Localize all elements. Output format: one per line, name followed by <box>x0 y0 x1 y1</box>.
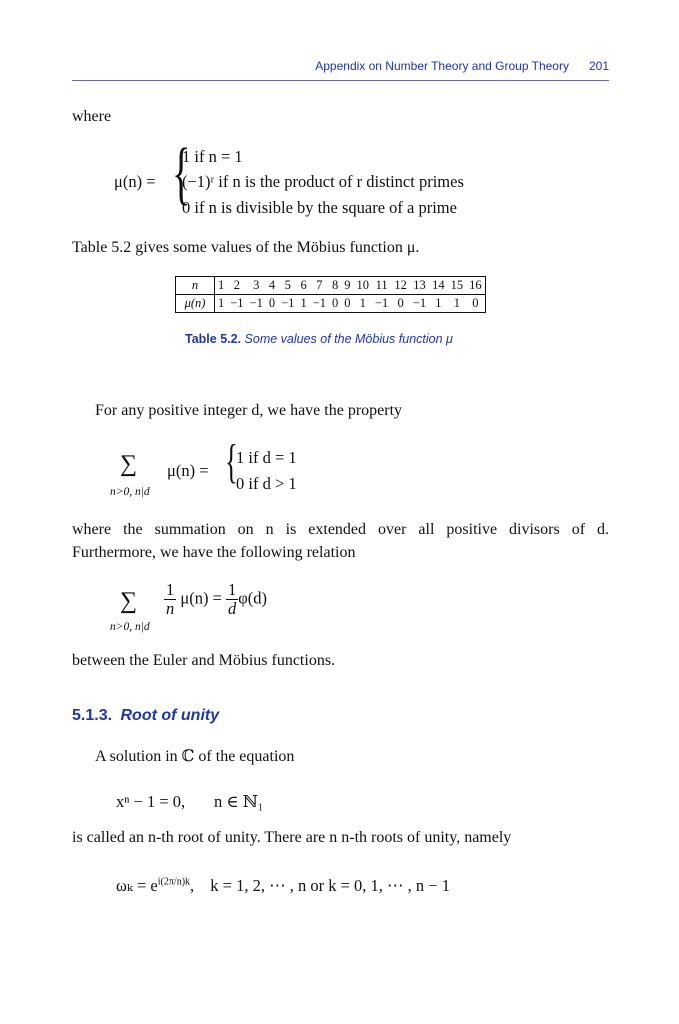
table-row <box>176 295 486 313</box>
table-row <box>176 277 486 295</box>
roots-lhs: ωₖ = e <box>116 876 158 895</box>
table-cell: 0 <box>391 295 410 313</box>
table-cell: 1 <box>448 295 467 313</box>
table-cell: 11 <box>372 277 391 295</box>
mobius-case-2: (−1)ʳ if n is the product of r distinct primes <box>182 172 464 191</box>
paragraph-between: between the Euler and Möbius functions. <box>72 652 336 669</box>
section-number: 5.1.3. <box>72 707 113 724</box>
paragraph-solution: A solution in ℂ of the equation <box>95 748 295 765</box>
table-cell: 0 <box>341 295 353 313</box>
table-cell-mu-label: μ(n) <box>176 295 215 313</box>
mobius-case-1: 1 if n = 1 <box>182 147 243 166</box>
table-cell: 5 <box>278 277 297 295</box>
mobius-table <box>175 276 486 313</box>
table-cell: 3 <box>247 277 266 295</box>
fraction-denominator: n <box>166 599 175 618</box>
table-cell: −1 <box>410 295 429 313</box>
roots-rhs: k = 1, 2, ⋯ , n or k = 0, 1, ⋯ , n − 1 <box>210 876 450 895</box>
table-cell: 15 <box>448 277 467 295</box>
fraction-numerator: 1 <box>166 580 175 599</box>
table-cell: 6 <box>297 277 309 295</box>
paragraph-summation-line-1: where the summation on n is extended over all positive divisors of d. <box>72 521 609 538</box>
euler-rhs: φ(d) <box>238 588 268 608</box>
section-heading <box>72 707 219 725</box>
euler-formula <box>164 581 267 618</box>
sigma-symbol: ∑ <box>120 588 138 614</box>
table-cell: 2 <box>227 277 246 295</box>
table-cell: 12 <box>391 277 410 295</box>
sum-case-1: 1 if d = 1 <box>236 448 297 467</box>
table-cell: −1 <box>227 295 246 313</box>
section-title: Root of unity <box>120 707 220 724</box>
roots-comma: , <box>190 876 195 895</box>
table-cell: −1 <box>278 295 297 313</box>
table-cell: 16 <box>466 277 485 295</box>
table-cell: 9 <box>341 277 353 295</box>
table-cell-n-label: n <box>176 277 215 295</box>
header-title: Appendix on Number Theory and Group Theory <box>315 59 569 73</box>
roots-formula <box>116 876 450 896</box>
paragraph-called: is called an n-th root of unity. There are n n-th roots of unity, namely <box>72 829 512 846</box>
page-number: 201 <box>588 59 609 73</box>
euler-subscript: n>0, n|d <box>110 621 150 633</box>
table-cell: 0 <box>266 295 278 313</box>
unity-equation-lhs: xⁿ − 1 = 0, <box>116 792 186 811</box>
table-cell: 1 <box>354 295 373 313</box>
header-rule <box>72 80 609 81</box>
unity-equation-rhs: n ∈ ℕ₁ <box>214 792 264 811</box>
table-cell: 1 <box>297 295 309 313</box>
left-brace-icon: { <box>225 435 238 488</box>
table-cell: 7 <box>310 277 329 295</box>
table-cell: −1 <box>247 295 266 313</box>
table-cell: −1 <box>310 295 329 313</box>
sigma-symbol: ∑ <box>120 451 138 477</box>
left-brace-icon: { <box>172 135 191 212</box>
table-cell: 1 <box>215 295 228 313</box>
caption-text: Some values of the Möbius function μ <box>244 332 453 346</box>
sum-subscript: n>0, n|d <box>110 486 150 498</box>
mobius-lhs: μ(n) = <box>114 172 156 191</box>
paragraph-summation-line-2: Furthermore, we have the following relation <box>72 544 356 561</box>
table-cell: 0 <box>466 295 485 313</box>
table-cell: 0 <box>329 295 341 313</box>
table-cell: 1 <box>429 295 448 313</box>
table-cell: −1 <box>372 295 391 313</box>
roots-exponent: i(2π/n)k <box>157 876 191 888</box>
paragraph-table-intro: Table 5.2 gives some values of the Möbius function μ. <box>72 239 420 256</box>
table-cell: 13 <box>410 277 429 295</box>
table-cell: 8 <box>329 277 341 295</box>
paragraph-where: where <box>72 108 112 125</box>
fraction-numerator: 1 <box>228 580 237 599</box>
table-cell: 14 <box>429 277 448 295</box>
paragraph-property: For any positive integer d, we have the property <box>95 402 403 419</box>
euler-mid: μ(n) = <box>180 588 222 608</box>
fraction-denominator: d <box>228 599 237 618</box>
mobius-case-3: 0 if n is divisible by the square of a prime <box>182 198 457 217</box>
table-cell: 4 <box>266 277 278 295</box>
table-caption <box>185 332 453 346</box>
table-cell: 1 <box>215 277 228 295</box>
sum-lhs: μ(n) = <box>167 461 209 480</box>
running-header <box>315 59 609 73</box>
sum-case-2: 0 if d > 1 <box>236 474 297 493</box>
table-cell: 10 <box>354 277 373 295</box>
caption-label: Table 5.2. <box>185 332 242 346</box>
